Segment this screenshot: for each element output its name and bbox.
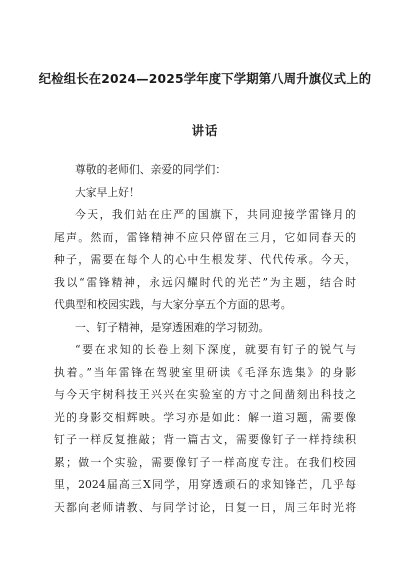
paragraph-line: 钉子一样反复推敲；背一篇古文，需要像钉子一样持续积 bbox=[54, 433, 356, 446]
document-title-line1: 纪检组长在2024—2025学年度下学期第八周升旗仪式上的 bbox=[38, 72, 372, 86]
greeting: 大家早上好！ bbox=[75, 185, 140, 199]
document-body bbox=[54, 159, 356, 519]
paragraph-1 bbox=[54, 204, 356, 317]
paragraph-line: 代典型和校园实践，与大家分享五个方面的思考。 bbox=[54, 298, 292, 311]
paragraph-line: 执着。”当年雷锋在驾驶室里研读《毛泽东选集》的身影 bbox=[54, 365, 356, 379]
paragraph-line: 种子，需要在每个人的心中生根发芽、代代传承。今天， bbox=[54, 253, 356, 266]
paragraph-line: 我以“雷锋精神，永远闪耀时代的光芒”为主题，结合时 bbox=[54, 275, 356, 289]
document-title-line2: 讲话 bbox=[191, 124, 219, 138]
paragraph-line: 天都向老师请教、与同学讨论，日复一日，周三年时光将 bbox=[54, 500, 356, 514]
paragraph-2 bbox=[54, 339, 356, 519]
paragraph-line: “要在求知的长卷上刻下深度，就要有钉子的锐气与 bbox=[75, 343, 356, 356]
paragraph-line: 今天，我们站在庄严的国旗下，共同迎接学雷锋月的 bbox=[75, 208, 356, 221]
paragraph-line: 里，2024届高三X同学，用穿透顽石的求知锋芒，几乎每 bbox=[54, 478, 356, 491]
paragraph-line: 与今天宇树科技王兴兴在实验室的方寸之间凿刻出科技之 bbox=[54, 388, 356, 401]
section-heading-1: 一、钉子精神，是穿透困难的学习韧劲。 bbox=[75, 320, 270, 334]
paragraph-line: 光的身影交相辉映。学习亦是如此：解一道习题，需要像 bbox=[54, 410, 356, 424]
paragraph-line: 尾声。然而，雷锋精神不应只停留在三月，它如同春天的 bbox=[54, 230, 356, 244]
salutation: 尊敬的老师们、亲爱的同学们： bbox=[75, 163, 227, 176]
paragraph-line: 累；做一个实验，需要像钉子一样高度专注。在我们校园 bbox=[54, 455, 356, 469]
